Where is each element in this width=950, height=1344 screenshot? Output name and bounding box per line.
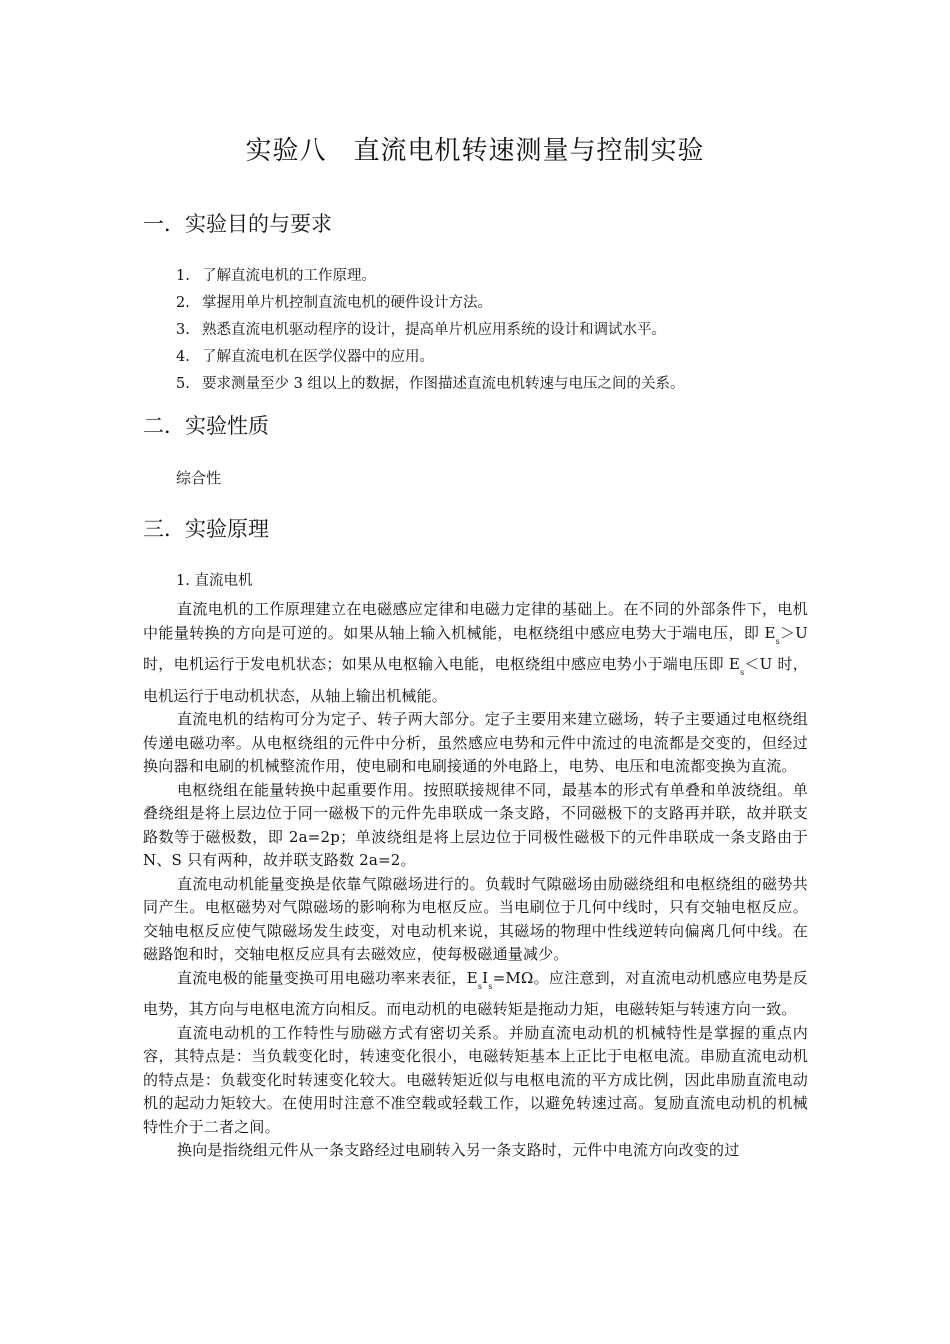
paragraph-text: 直流电机的工作原理建立在电磁感应定律和电磁力定律的基础上。在不同的外部条件下，电机中能量转换的方向是可逆的。如果从轴上输入机械能，电枢绕组中感应电势大于端电压，即 E (143, 600, 808, 642)
list-item-number: 5. (176, 376, 190, 392)
list-item (176, 263, 684, 290)
section-heading-principle: 三．实验原理 (143, 517, 269, 541)
list-item-text: 掌握用单片机控制直流电机的硬件设计方法。 (202, 295, 492, 311)
paragraph: 直流电机的结构可分为定子、转子两大部分。定子主要用来建立磁场，转子主要通过电枢绕组传递电磁功率。从电枢绕组的元件中分析，虽然感应电势和元件中流过的电流都是交变的，但经过换向器和电刷的机械整流作用，使电刷和电刷接通的外电路上，电势、电压和电流都变换为直流。 (143, 710, 808, 775)
subscript: s (488, 981, 493, 991)
paragraph: 换向是指绕组元件从一条支路经过电刷转入另一条支路时，元件中电流方向改变的过 (177, 1141, 740, 1159)
paragraph-text: ＞U 时，电机运行于发电机状态；如果从电枢输入电能，电枢绕组中感应电势小于端电压即 E (143, 623, 808, 673)
list-item-text: 熟悉直流电机驱动程序的设计，提高单片机应用系统的设计和调试水平。 (202, 322, 666, 338)
principle-body (143, 598, 808, 1163)
paragraph (143, 967, 808, 1022)
paragraph-text: =MΩ。应注意到，对直流电动机感应电势是反电势，其方向与电枢电流方向相反。而电动机的电磁转矩是拖动力矩，电磁转矩与转速方向一致。 (143, 968, 808, 1018)
subscript: s (477, 981, 483, 991)
subscript: s (775, 636, 780, 646)
section-heading-goals: 一．实验目的与要求 (143, 212, 332, 236)
list-item (176, 290, 684, 317)
subscript: s (740, 668, 745, 677)
paragraph: 电枢绕组在能量转换中起重要作用。按照联接规律不同，最基本的形式有单叠和单波绕组。单叠绕组是将上层边位于同一磁极下的元件先串联成一条支路，不同磁极下的支路再并联，故并联支路数等于磁极数，即 2a=2p；单波绕组是将上层边位于同极性磁极下的元件串联成一条支路由于 N、S 只有两种，故并联支路数 2a=2。 (143, 780, 808, 869)
list-item-text: 要求测量至少 3 组以上的数据，作图描述直流电机转速与电压之间的关系。 (202, 376, 685, 392)
list-item-number: 2. (176, 295, 190, 311)
subsection-heading: 1. 直流电机 (176, 573, 253, 589)
document-title: 实验八 直流电机转速测量与控制实验 (245, 136, 705, 166)
section-heading-nature: 二．实验性质 (143, 414, 269, 438)
paragraph-text: ＜U 时，电机运行于电动机状态，从轴上输出机械能。 (143, 655, 808, 705)
list-item-number: 1. (176, 268, 190, 284)
paragraph (143, 598, 808, 708)
list-item-text: 了解直流电机在医学仪器中的应用。 (202, 349, 434, 365)
list-item-number: 3. (176, 322, 190, 338)
paragraph-text: I (482, 968, 489, 987)
list-item-number: 4. (176, 349, 190, 365)
paragraph: 直流电动机的工作特性与励磁方式有密切关系。并励直流电动机的机械特性是掌握的重点内容，其特点是：当负载变化时，转速变化很小，电磁转矩基本上正比于电枢电流。串励直流电动机的特点是：负载变化时转速变化较大。电磁转矩近似与电枢电流的平方成比例，因此串励直流电动机的起动力矩较大。在使用时注意不准空载或轻载工作，以避免转速过高。复励直流电动机的机械特性介于二者之间。 (143, 1023, 808, 1136)
list-item-text: 了解直流电机的工作原理。 (202, 268, 376, 284)
list-item (176, 371, 684, 398)
nature-text: 综合性 (176, 469, 222, 487)
list-item (176, 317, 684, 344)
paragraph-text: 直流电极的能量变换可用电磁功率来表征，E (177, 968, 478, 987)
list-item (176, 344, 684, 371)
goals-list (176, 263, 684, 398)
paragraph: 直流电动机能量变换是依靠气隙磁场进行的。负载时气隙磁场由励磁绕组和电枢绕组的磁势共同产生。电枢磁势对气隙磁场的影响称为电枢反应。当电刷位于几何中线时，只有交轴电枢反应。交轴电枢反应使气隙磁场发生歧变，对电动机来说，其磁场的物理中性线逆转向偏离几何中线。在磁路饱和时，交轴电枢反应具有去磁效应，使每极磁通量减少。 (143, 874, 808, 963)
